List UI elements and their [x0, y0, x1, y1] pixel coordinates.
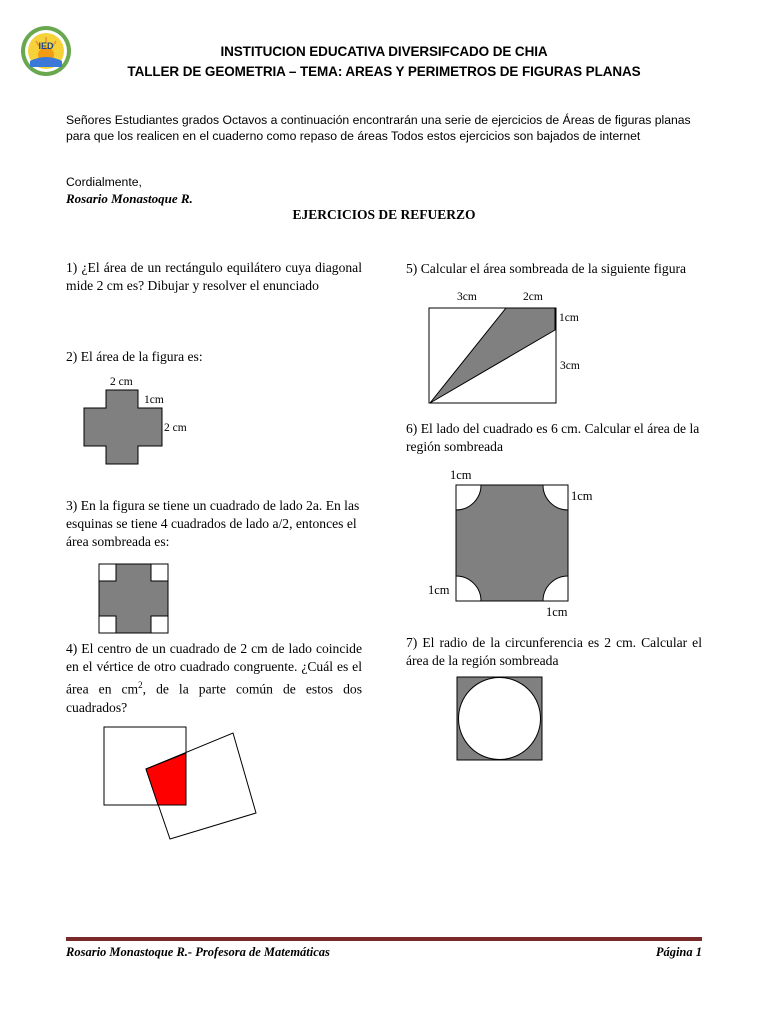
workshop-subtitle: TALLER DE GEOMETRIA – TEMA: AREAS Y PERIMETROS DE FIGURAS PLANAS: [127, 64, 641, 79]
figure-6-label-top-left: 1cm: [450, 468, 472, 482]
footer-page-number: Página 1: [655, 945, 702, 959]
exercise-5: [406, 260, 702, 278]
section-title: EJERCICIOS DE REFUERZO: [292, 207, 476, 222]
exercise-4-text-b: , de la parte común de estos dos cuadrados?: [66, 681, 362, 715]
figure-5-label-right-bottom: 3cm: [560, 360, 580, 372]
figure-5-label-right-top: 1cm: [559, 312, 579, 324]
figure-6-square: [455, 484, 569, 602]
exercise-4: [66, 640, 362, 717]
figure-5-rectangle: [428, 307, 558, 405]
figure-2-label-top: 2 cm: [110, 376, 133, 388]
figure-4-overlap: [100, 725, 270, 845]
signature: Rosario Monastoque R.: [66, 191, 193, 206]
figure-5-label-top-right: 2cm: [523, 291, 543, 303]
figure-2-label-side: 2 cm: [164, 422, 187, 434]
exercise-1: 1) ¿El área de un rectángulo equilátero cuya diagonal mide 2 cm es? Dibujar y resolver el enunciado: [66, 260, 362, 293]
figure-6-label-bottom-right: 1cm: [546, 605, 568, 619]
figure-3-square: [98, 563, 170, 635]
footer-author: Rosario Monastoque R.- Profesora de Matemáticas: [66, 945, 330, 959]
footer-rule: [66, 937, 702, 941]
figure-5-label-top-left: 3cm: [457, 291, 477, 303]
figure-2-label-middle: 1cm: [144, 394, 164, 406]
exercise-2: 2) El área de la figura es:: [66, 349, 203, 364]
figure-6-label-top-right: 1cm: [571, 489, 593, 503]
figure-6-label-bottom-left: 1cm: [428, 583, 450, 597]
closing-text: Cordialmente,: [66, 175, 142, 189]
exercise-5-text: 5) Calcular el área sombreada de la siguiente figura: [406, 261, 687, 276]
exercise-4-text-a: 4) El centro de un cuadrado de 2 cm de lado coincide en el vértice de otro cuadrado congruente. ¿Cuál es el área en cm: [66, 641, 362, 697]
exercise-4-superscript: 2: [138, 680, 143, 690]
exercise-6: 6) El lado del cuadrado es 6 cm. Calcular el área de la región sombreada: [406, 421, 700, 454]
institution-title: INSTITUCION EDUCATIVA DIVERSIFCADO DE CHIA: [220, 44, 548, 59]
exercise-7: 7) El radio de la circunferencia es 2 cm. Calcular el área de la región sombreada: [406, 635, 702, 668]
exercise-3: 3) En la figura se tiene un cuadrado de lado 2a. En las esquinas se tiene 4 cuadrados de lado a/2, entonces el área sombreada es:: [66, 498, 360, 549]
intro-paragraph: Señores Estudiantes grados Octavos a continuación encontrarán una serie de ejercicios de Áreas de figuras planas para que los realicen en el cuaderno como repaso de áreas Todos estos ejercicios son bajados de internet: [66, 113, 691, 143]
figure-7-circle-in-square: [456, 676, 544, 762]
logo-text: IED: [38, 41, 54, 51]
